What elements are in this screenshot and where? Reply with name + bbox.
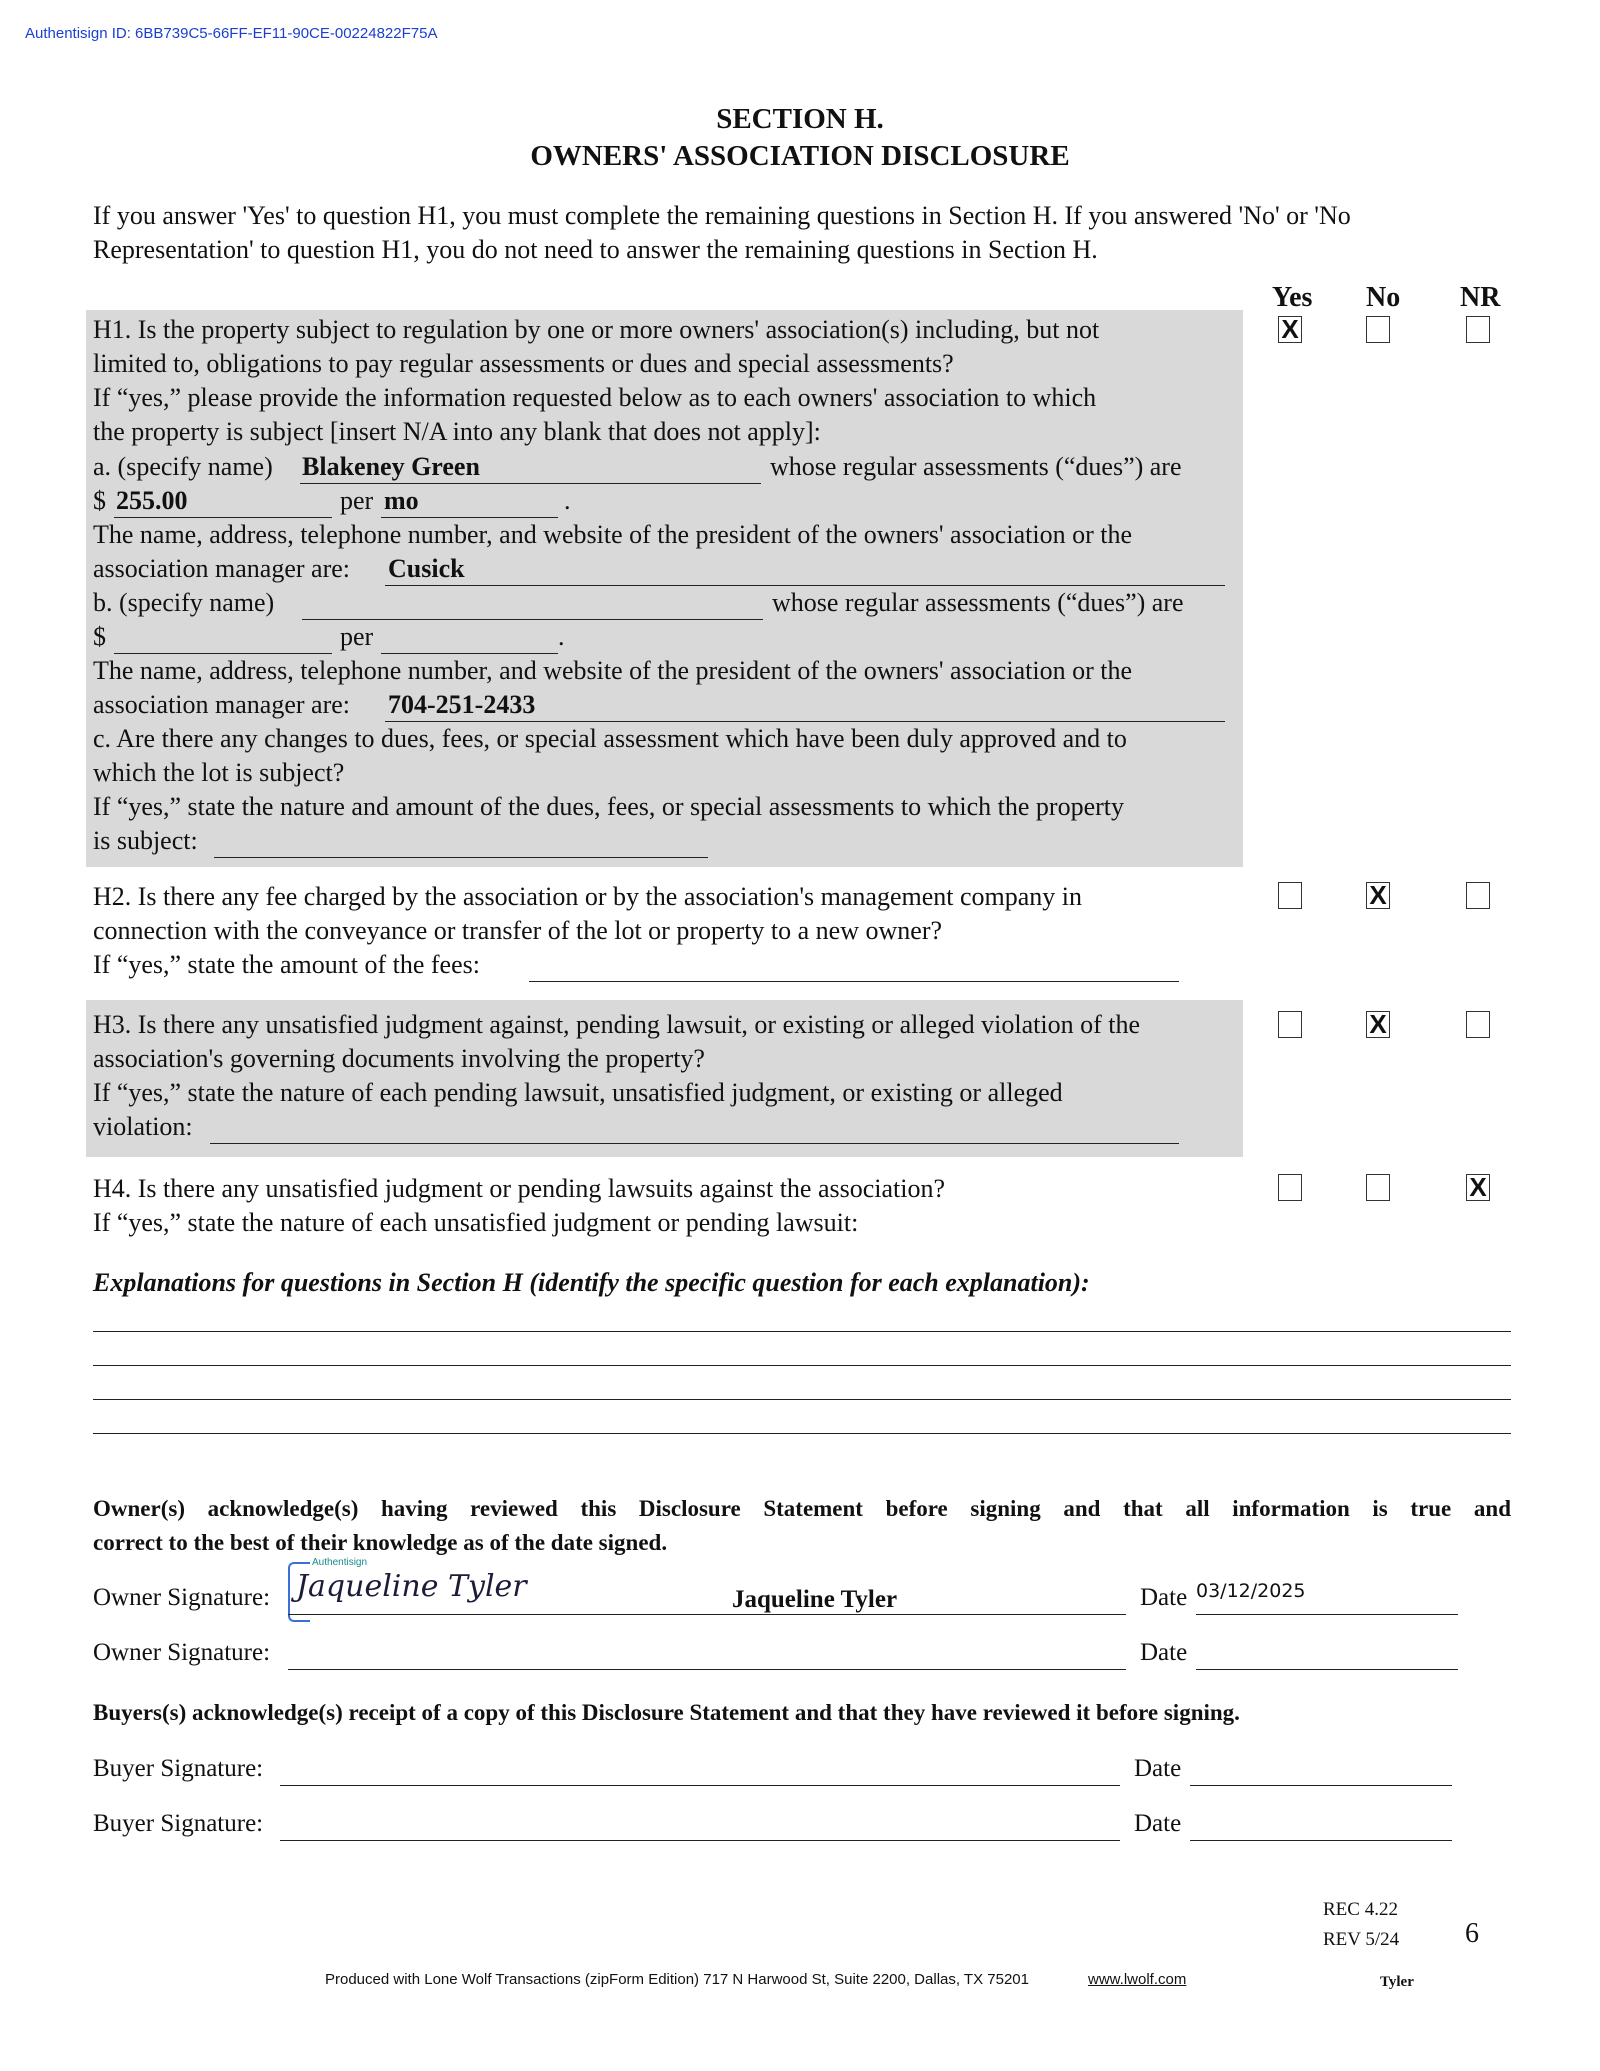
produced-with: Produced with Lone Wolf Transactions (zipForm Edition) 717 N Harwood St, Suite 2200, Dallas, TX 75201 [325,1971,1029,1988]
h1b-dollar: $ [93,622,106,651]
h1b-manager-label: association manager are: [93,690,350,719]
h1c-instruction-line-1: If “yes,” state the nature and amount of the dues, fees, or special assessments to which the property [93,792,1124,821]
owner-ack-line-2: correct to the best of their knowledge as of the date signed. [93,1530,668,1555]
form-code: REC 4.22 [1323,1899,1398,1920]
form-revision: REV 5/24 [1323,1929,1400,1950]
page-number: 6 [1465,1918,1479,1949]
h3-violation-field[interactable] [210,1143,1179,1144]
h1a-manager-field[interactable]: Cusick [388,554,465,583]
h3-question-line-2: association's governing documents involving the property? [93,1044,705,1073]
owner-date-line-1 [1196,1614,1458,1615]
buyer-ack: Buyers(s) acknowledge(s) receipt of a copy of this Disclosure Statement and that they have reviewed it before signing. [93,1700,1240,1725]
h3-question-line-1: H3. Is there any unsatisfied judgment against, pending lawsuit, or existing or alleged violation of the [93,1010,1140,1039]
owner-date-label-2: Date [1140,1639,1188,1666]
h1b-manager-line-1: The name, address, telephone number, and website of the president of the owners' association or the [93,656,1132,685]
buyer-signature-label-2: Buyer Signature: [93,1810,264,1837]
section-title: SECTION H. [716,103,884,135]
explanation-line-2[interactable] [93,1365,1511,1366]
authentisign-badge: Authentisign [312,1557,368,1568]
owner-date-label-1: Date [1140,1584,1188,1611]
authentisign-id: Authentisign ID: 6BB739C5-66FF-EF11-90CE-00224822F75A [25,25,438,42]
owner-signature-label-2: Owner Signature: [93,1639,271,1666]
h3-no-checkbox[interactable]: X [1366,1011,1390,1038]
h1b-label: b. (specify name) [93,588,275,617]
column-no: No [1366,282,1401,313]
h3-instruction-line-1: If “yes,” state the nature of each pending lawsuit, unsatisfied judgment, or existing or alleged [93,1078,1063,1107]
explanation-line-1[interactable] [93,1331,1511,1332]
owner-signature-label-1: Owner Signature: [93,1584,271,1611]
h1a-dollar: $ [93,486,106,515]
h1-question-line-2: limited to, obligations to pay regular assessments or dues and special assessments? [93,349,954,378]
h1a-per: per [340,486,374,515]
buyer-signature-2[interactable] [280,1840,1120,1841]
buyer-date-label-1: Date [1134,1755,1182,1782]
intro-line-1: If you answer 'Yes' to question H1, you must complete the remaining questions in Section H. If you answered 'No' or 'No [93,201,1351,230]
h1-instruction-line-1: If “yes,” please provide the information requested below as to each owners' association to which [93,383,1097,412]
h2-question-line-1: H2. Is there any fee charged by the association or by the association's management company in [93,882,1083,911]
h1a-manager-line-1: The name, address, telephone number, and website of the president of the owners' association or the [93,520,1132,549]
h3-instruction-line-2: violation: [93,1112,193,1141]
buyer-date-1[interactable] [1190,1785,1452,1786]
h1a-period-field[interactable]: mo [384,486,419,515]
owner-signature-1[interactable]: Jaqueline Tyler [296,1569,527,1604]
h1a-name-field[interactable]: Blakeney Green [302,452,480,481]
h1-instruction-line-2: the property is subject [insert N/A into any blank that does not apply]: [93,417,821,446]
h1-yes-checkbox[interactable]: X [1278,316,1302,343]
owner-signature-2[interactable] [288,1669,1126,1670]
h4-question-line-1: H4. Is there any unsatisfied judgment or pending lawsuits against the association? [93,1174,946,1203]
h1a-amount-field[interactable]: 255.00 [116,486,188,515]
owner-ack-line-1: Owner(s) acknowledge(s) having reviewed this Disclosure Statement before signing and that all information is true and [93,1496,1511,1521]
h2-no-checkbox[interactable]: X [1366,882,1390,909]
h4-nr-checkbox[interactable]: X [1466,1174,1490,1201]
h2-question-line-2: connection with the conveyance or transfer of the lot or property to a new owner? [93,916,943,945]
h1a-manager-label: association manager are: [93,554,350,583]
buyer-date-label-2: Date [1134,1810,1182,1837]
h2-instruction: If “yes,” state the amount of the fees: [93,950,480,979]
h1a-period-end: . [564,486,571,515]
initials: Tyler [1380,1974,1414,1990]
h1c-question-line-1: c. Are there any changes to dues, fees, or special assessment which have been duly approved and to [93,724,1127,753]
h1c-question-line-2: which the lot is subject? [93,758,345,787]
h4-question-line-2: If “yes,” state the nature of each unsatisfied judgment or pending lawsuit: [93,1208,859,1237]
h1c-instruction-line-2: is subject: [93,826,198,855]
section-subtitle: OWNERS' ASSOCIATION DISCLOSURE [530,140,1070,172]
h1c-answer-field[interactable] [214,857,708,858]
h1b-per: per [340,622,374,651]
column-yes: Yes [1272,282,1313,313]
column-nr: NR [1460,282,1501,313]
owner-date-1[interactable]: 03/12/2025 [1196,1580,1306,1602]
owner-signature-line-1 [288,1614,1126,1615]
buyer-date-2[interactable] [1190,1840,1452,1841]
h1b-manager-field[interactable]: 704-251-2433 [388,690,536,719]
intro-line-2: Representation' to question H1, you do not need to answer the remaining questions in Section H. [93,235,1098,264]
h1a-dues-text: whose regular assessments (“dues”) are [770,452,1182,481]
buyer-signature-1[interactable] [280,1785,1120,1786]
h1b-dues-text: whose regular assessments (“dues”) are [772,588,1184,617]
owner-date-2[interactable] [1196,1669,1458,1670]
explanation-line-3[interactable] [93,1399,1511,1400]
h1-question-line-1: H1. Is the property subject to regulation by one or more owners' association(s) including, but not [93,315,1100,344]
h1a-label: a. (specify name) [93,452,273,481]
h1b-period-end: . [558,622,565,651]
explanation-line-4[interactable] [93,1433,1511,1434]
explanations-heading: Explanations for questions in Section H (identify the specific question for each explanation): [93,1268,1090,1297]
buyer-signature-label-1: Buyer Signature: [93,1755,264,1782]
h2-fees-field[interactable] [529,981,1179,982]
owner-printed-name-1: Jaqueline Tyler [732,1586,898,1613]
lwolf-link[interactable]: www.lwolf.com [1088,1971,1187,1988]
